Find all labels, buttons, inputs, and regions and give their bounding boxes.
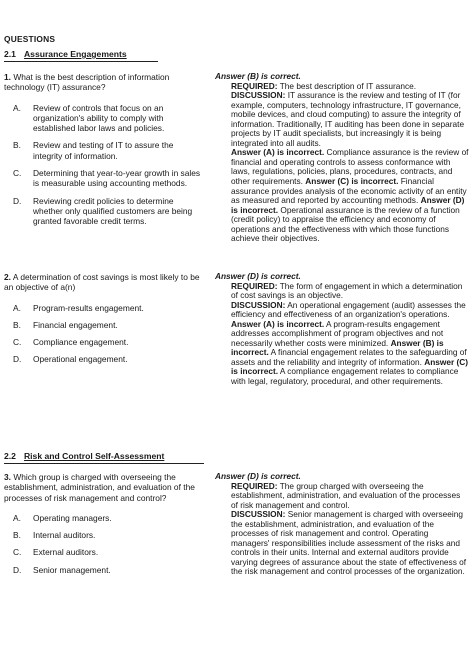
- question-stem: [4, 472, 202, 503]
- option-letter: A.: [13, 512, 21, 523]
- section-rule: [4, 61, 158, 62]
- option-letter: C.: [13, 547, 22, 558]
- option-list: [4, 103, 202, 227]
- option-text: Internal auditors.: [33, 530, 96, 541]
- option-b: [4, 140, 202, 161]
- section-heading-risk-control-self-assessment: [4, 451, 164, 461]
- answer-required: REQUIRED: The best description of IT assurance.: [231, 80, 417, 91]
- option-letter: B.: [13, 530, 21, 541]
- answer-required: REQUIRED: The form of engagement in which a determination of cost savings is an objective.: [231, 280, 463, 301]
- answer-discussion: DISCUSSION: IT assurance is the review and testing of IT (for example, computers, technology infrastructure, IT governance, mobile devices, and cloud computing) to assure the integrity of information. Traditionally, IT auditing has been done in separate projects by IT audit specialists, but increasingly it is being integrated into all audits.: [231, 90, 465, 148]
- section-number: 2.1: [4, 49, 16, 59]
- answer-title: Answer (D) is correct.: [215, 471, 301, 481]
- answer-discussion: DISCUSSION: An operational engagement (audit) assesses the efficiency and effectiveness of an organization's operations.: [231, 299, 466, 320]
- option-b: [4, 320, 202, 330]
- question-text: A determination of cost savings is most likely to be an objective of a(n): [4, 272, 200, 293]
- option-a: [4, 303, 202, 313]
- option-text: Operating managers.: [33, 512, 112, 523]
- option-c: [4, 547, 202, 557]
- question-number: 2.: [4, 272, 11, 282]
- option-list: [4, 303, 202, 365]
- option-text: Review of controls that focus on an organization's ability to comply with established labor laws and policies.: [33, 102, 165, 134]
- section-rule: [4, 463, 204, 464]
- option-letter: D.: [13, 564, 22, 575]
- option-c: [4, 337, 202, 347]
- option-text: Reviewing credit policies to determine whether only qualified customers are being granted favorable credit terms.: [33, 195, 193, 227]
- option-d: [4, 196, 202, 227]
- option-letter: B.: [13, 319, 21, 330]
- option-letter: A.: [13, 102, 21, 113]
- option-letter: C.: [13, 337, 22, 348]
- option-text: Financial engagement.: [33, 319, 118, 330]
- option-list: [4, 513, 202, 575]
- answer-explanation-1: [215, 72, 469, 244]
- section-title: Risk and Control Self-Assessment: [23, 451, 165, 461]
- section-title: Assurance Engagements: [23, 49, 127, 59]
- answer-required: REQUIRED: The group charged with overseeing the establishment, administration, and evaluation of the processes of risk management and control.: [231, 480, 461, 510]
- section-heading-assurance-engagements: [4, 49, 127, 59]
- option-letter: A.: [13, 302, 21, 313]
- option-text: Operational engagement.: [33, 354, 128, 365]
- question-number: 1.: [4, 72, 11, 82]
- option-letter: C.: [13, 168, 22, 179]
- option-b: [4, 530, 202, 540]
- question-stem: [4, 272, 202, 293]
- option-text: External auditors.: [33, 547, 99, 558]
- answer-explanation-2: [215, 272, 469, 387]
- answer-explanation-3: [215, 472, 469, 577]
- section-number: 2.2: [4, 451, 16, 461]
- option-text: Compliance engagement.: [33, 337, 129, 348]
- option-letter: D.: [13, 354, 22, 365]
- page-heading: QUESTIONS: [4, 34, 56, 44]
- option-a: [4, 513, 202, 523]
- answer-title: Answer (B) is correct.: [215, 71, 301, 81]
- answer-discussion: DISCUSSION: Senior management is charged with overseeing the establishment, administration, and evaluation of the processes of risk management and control. Operating managers' responsibilities include assessment of the risks and controls in their units. Internal and external auditors provide varying degrees of assurance about the state of effectiveness of the risk management and control processes of the organization.: [231, 509, 467, 577]
- question-number: 3.: [4, 472, 11, 482]
- option-letter: B.: [13, 140, 21, 151]
- option-text: Review and testing of IT to assure the integrity of information.: [33, 140, 174, 161]
- answer-incorrect-a: Answer (A) is incorrect. A program-results engagement addresses accomplishment of program objectives and not necessarily whether costs were minimized. Answer (B) is incorrect. A financial engagement relates to the safeguarding of assets and the reliability and integrity of information. Answer (C) is incorrect. A compliance engagement relates to compliance with legal, regulatory, procedural, and other requirements.: [231, 318, 469, 387]
- question-3: [4, 472, 202, 582]
- question-2: [4, 272, 202, 372]
- question-1: [4, 72, 202, 234]
- option-d: [4, 565, 202, 575]
- question-text: What is the best description of information technology (IT) assurance?: [4, 72, 170, 93]
- option-c: [4, 168, 202, 189]
- option-text: Program-results engagement.: [33, 302, 144, 313]
- question-text: Which group is charged with overseeing the establishment, administration, and evaluation of the processes of risk management and control?: [4, 472, 195, 503]
- option-letter: D.: [13, 195, 22, 206]
- option-text: Senior management.: [33, 564, 111, 575]
- option-text: Determining that year-to-year growth in sales is measurable using accounting methods.: [33, 168, 201, 189]
- answer-title: Answer (D) is correct.: [215, 271, 301, 281]
- option-d: [4, 354, 202, 364]
- answer-incorrect-a: Answer (A) is incorrect. Compliance assurance is the review of financial and operating controls to assess conformance with laws, regulations, policies, plans, procedures, contracts, and other requirements. Answer (C) is incorrect. Financial assurance provides analysis of the economic activity of an entity as measured and reported by accounting methods. Answer (D) is incorrect. Operational assurance is the review of a function (credit policy) to appraise the efficiency and economy of operations and the effectiveness with which those functions achieve their objectives.: [231, 147, 469, 244]
- question-stem: [4, 72, 202, 93]
- option-a: [4, 103, 202, 134]
